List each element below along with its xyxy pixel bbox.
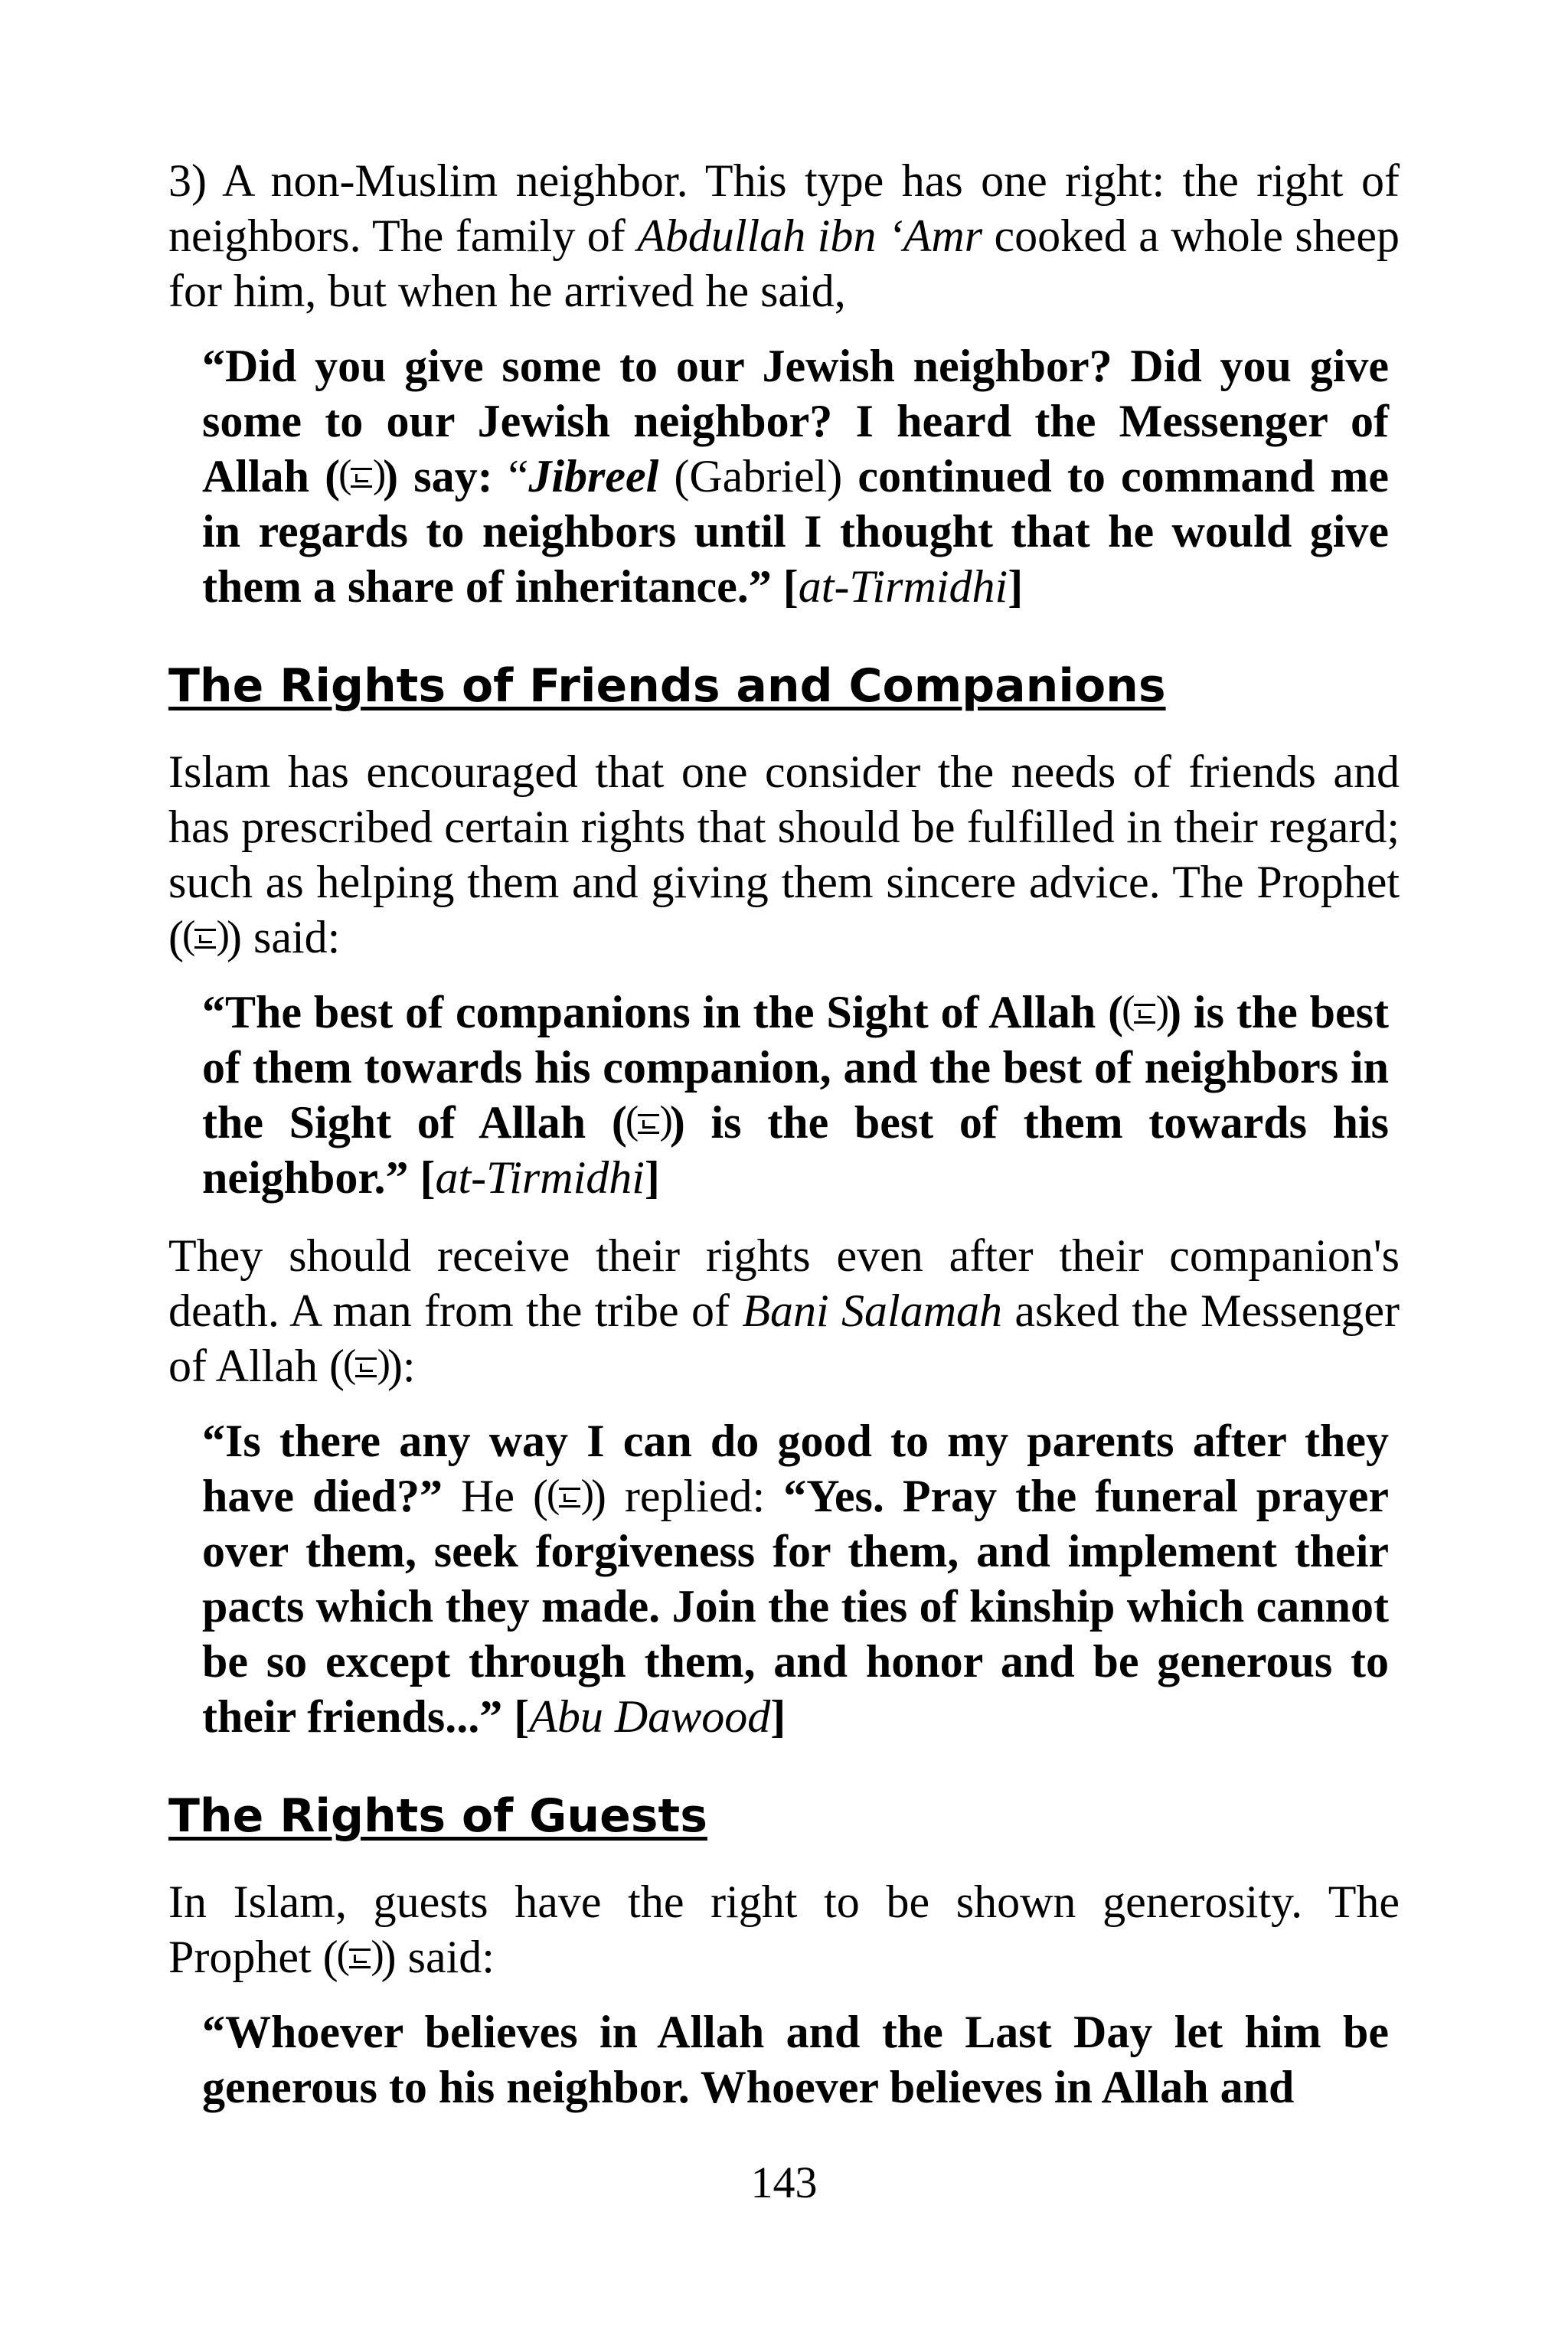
text: In Islam, guests have the right to be shown generosity. The Prophet (	[168, 1877, 1400, 1982]
text: He (	[443, 1471, 548, 1521]
text: cooked a whole sheep for him, but when he arrived he said,	[168, 211, 1400, 316]
glorification-icon	[1125, 994, 1165, 1034]
text: ) is the best of them towards his companion, and the best of neighbors in the Sight of Allah (	[202, 987, 1390, 1148]
paragraph-guests	[168, 1874, 1400, 1984]
paragraph-after-death	[168, 1228, 1400, 1393]
text: ]	[770, 1691, 786, 1742]
source-citation: at-Tirmidhi	[435, 1152, 645, 1203]
text: “Whoever believes in Allah and the Last Day let him be generous to his neighbor. Whoever believes in Allah and	[202, 2007, 1389, 2112]
text: ]	[1008, 561, 1024, 612]
text: “Yes. Pray the funeral prayer over them, seek forgiveness for them, and implement their pacts which they made. Join the ties of kinship which cannot be so except through them, and honor and be generous to their friends...”	[202, 1471, 1389, 1742]
text: [	[782, 561, 799, 612]
text: ]	[644, 1152, 660, 1203]
text: “The best of companions in the Sight of Allah (	[202, 987, 1124, 1037]
page-number: 143	[750, 2158, 818, 2207]
text: ) said:	[381, 1932, 495, 1982]
quote-jewish-neighbor	[168, 338, 1400, 614]
text: ):	[387, 1341, 416, 1391]
text: ) say:	[383, 451, 508, 501]
text: “Did you give some to our Jewish neighbor? Did you give some to our Jewish neighbor? I heard the Messenger of Allah (	[202, 341, 1389, 501]
text: [	[420, 1152, 436, 1203]
salutation-icon	[550, 1478, 590, 1517]
salutation-icon	[341, 458, 381, 498]
text: (Gabriel)	[658, 451, 858, 501]
paragraph-friends	[168, 744, 1400, 965]
quote-parents	[168, 1413, 1400, 1744]
name-jibreel: Jibreel	[528, 451, 659, 501]
page-body	[168, 153, 1400, 2138]
text: They should receive their rights even after their companion's death. A man from the tribe of	[168, 1230, 1400, 1336]
text: [	[514, 1691, 530, 1742]
text: ) is the best of them towards his neighbor.”	[202, 1097, 1389, 1203]
salutation-icon	[346, 1348, 386, 1387]
paragraph-non-muslim-neighbor	[168, 153, 1400, 318]
text: ) replied:	[590, 1471, 784, 1521]
source-citation: Abu Dawood	[529, 1691, 771, 1742]
text: “	[508, 451, 529, 501]
heading-friends-companions: The Rights of Friends and Companions	[168, 659, 1166, 713]
name-abdullah: Abdullah ibn ‘Amr	[637, 211, 983, 261]
text: asked the Messenger of Allah (	[168, 1285, 1400, 1391]
text: 3) A non-Muslim neighbor. This type has one right: the right of neighbors. The family of	[168, 155, 1400, 261]
text: ) said:	[226, 912, 341, 962]
text: “Is there any way I can do good to my parents after they have died?”	[202, 1416, 1389, 1521]
text: continued to command me in regards to neighbors until I thought that he would give them a share of inheritance.”	[202, 451, 1389, 612]
salutation-icon	[340, 1939, 380, 1978]
text: Islam has encouraged that one consider the needs of friends and has prescribed certain rights that should be fulfilled in their regard; such as helping them and giving them sincere advice. The Prophet (	[168, 746, 1400, 962]
quote-best-companions	[168, 985, 1400, 1205]
source-citation: at-Tirmidhi	[798, 561, 1008, 612]
quote-whoever-believes	[168, 2004, 1400, 2115]
heading-guests: The Rights of Guests	[168, 1789, 707, 1843]
glorification-icon	[629, 1104, 668, 1144]
salutation-icon	[185, 919, 225, 959]
name-bani-salamah: Bani Salamah	[742, 1285, 1003, 1336]
